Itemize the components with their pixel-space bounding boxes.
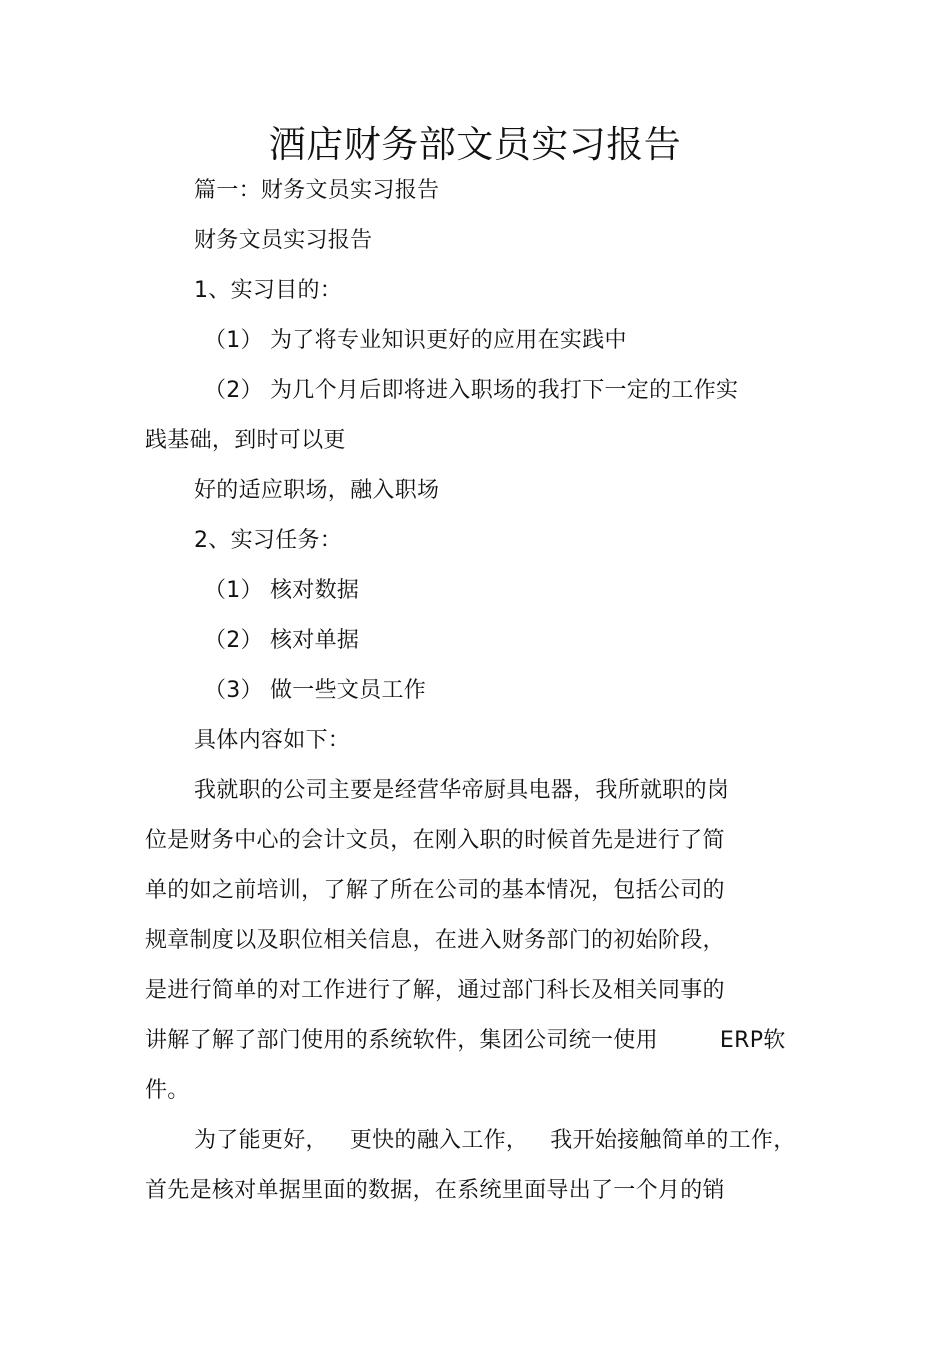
document-title: 酒店财务部文员实习报告	[268, 123, 682, 166]
purpose-continuation: 践基础，到时可以更	[145, 428, 346, 453]
heading: 财务文员实习报告	[194, 228, 373, 253]
paragraph-line: 位是财务中心的会计文员，在刚入职的时候首先是进行了简	[145, 828, 725, 853]
paragraph-line: 件。	[145, 1078, 190, 1103]
purpose-text: 为几个月后即将进入职场的我打下一定的工作实	[270, 378, 739, 403]
purpose-item-2	[204, 376, 738, 406]
purpose-continuation: 好的适应职场，融入职场	[194, 478, 440, 503]
paragraph-line: 规章制度以及职位相关信息，在进入财务部门的初始阶段，	[145, 928, 725, 953]
section1-title: 1、实习目的：	[194, 278, 343, 303]
paragraph-line: 单的如之前培训，了解了所在公司的基本情况，包括公司的	[145, 878, 725, 903]
paragraph-segment: 更快的融入工作，	[349, 1128, 529, 1153]
purpose-item-1	[204, 326, 627, 356]
paragraph-line	[145, 1026, 786, 1056]
purpose-num: （2）	[204, 378, 263, 403]
paragraph-segment: ERP软	[719, 1028, 786, 1053]
paragraph-segment: 为了能更好，	[194, 1128, 328, 1153]
paragraph-line: 我就职的公司主要是经营华帝厨具电器，我所就职的岗	[194, 778, 730, 803]
paragraph-segment: 讲解了解了部门使用的系统软件，集团公司统一使用	[145, 1028, 658, 1053]
paragraph-line: 首先是核对单据里面的数据，在系统里面导出了一个月的销	[145, 1178, 725, 1203]
task-num: （3）	[204, 678, 263, 703]
section2-title: 2、实习任务：	[194, 528, 343, 553]
task-num: （1）	[204, 578, 263, 603]
subtitle: 篇一：财务文员实习报告	[194, 178, 440, 203]
details-intro: 具体内容如下：	[194, 728, 351, 753]
task-text: 核对单据	[270, 628, 360, 653]
purpose-num: （1）	[204, 328, 263, 353]
task-item-3	[204, 676, 426, 706]
task-text: 核对数据	[270, 578, 360, 603]
paragraph-line	[194, 1126, 796, 1156]
task-item-1	[204, 576, 359, 606]
task-text: 做一些文员工作	[270, 678, 427, 703]
paragraph-segment: 我开始接触简单的工作，	[550, 1128, 796, 1153]
purpose-text: 为了将专业知识更好的应用在实践中	[270, 328, 627, 353]
paragraph-line: 是进行简单的对工作进行了解，通过部门科长及相关同事的	[145, 978, 725, 1003]
task-item-2	[204, 626, 359, 656]
task-num: （2）	[204, 628, 263, 653]
